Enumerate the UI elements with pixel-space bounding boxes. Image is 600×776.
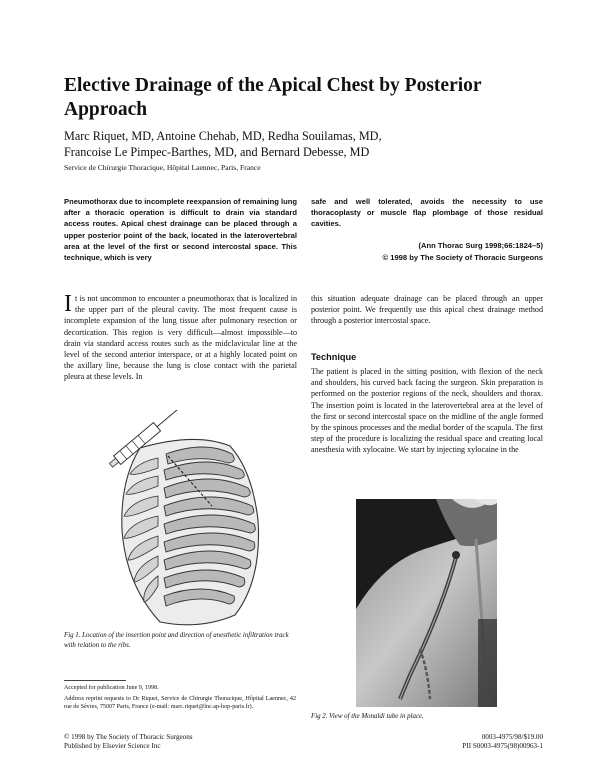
- author-list: [64, 128, 544, 160]
- footer-right: [380, 733, 543, 752]
- citation-block: [311, 240, 543, 263]
- footer-pii: PII S0003-4975(98)00963-1: [462, 742, 543, 751]
- footer-left: [64, 733, 193, 752]
- authors-line-2: Francoise Le Pimpec-Barthes, MD, and Bernard Debesse, MD: [64, 145, 370, 159]
- abstract-right: safe and well tolerated, avoids the necessity to use thoracoplasty or muscle flap plombage of those residual cavities.: [311, 197, 543, 229]
- intro-paragraph: [64, 293, 297, 383]
- footnote-rule: [64, 680, 126, 681]
- footer-issn: 0003-4975/98/$19.00: [481, 733, 543, 741]
- reprint-address: Address reprint requests to Dr Riquet, Service de Chirurgie Thoracique, Hôpital Laennec, 42 rue de Sèvres, 75007 Paris, France (e-mail: marc.riquet@lnc.ap-hop-paris.fr).: [64, 696, 296, 711]
- intro-continuation: this situation adequate drainage can be placed through an upper posterior point. We frequently use this apical chest drainage method through a posterior intercostal space.: [311, 294, 543, 326]
- figure-1-illustration: [100, 410, 282, 632]
- footer-copyright: © 1998 by The Society of Thoracic Surgeons: [64, 733, 193, 741]
- article-title: Elective Drainage of the Apical Chest by Posterior Approach: [64, 75, 482, 120]
- journal-citation: (Ann Thorac Surg 1998;66:1824–5): [418, 241, 543, 250]
- abstract-left: Pneumothorax due to incomplete reexpansion of remaining lung after a thoracic operation is difficult to drain via standard access routes. Apical chest drainage can be placed through a upper posterior point of the back, located in the laterovertebral area at the level of the first or second intercostal space. This technique, which is very: [64, 197, 297, 263]
- authors-line-1: Marc Riquet, MD, Antoine Chehab, MD, Redha Souilamas, MD,: [64, 129, 382, 143]
- technique-heading: Technique: [311, 352, 357, 362]
- figure-2-caption: Fig 2. View of the Monaldi tube in place.: [311, 713, 424, 720]
- intro-text: t is not uncommon to encounter a pneumothorax that is localized in the upper part of the pleural cavity. The most frequent cause is incomplete expansion of the lung tissue after pulmonary resection or decortication. This region is very difficult—almost impossible—to drain via standard access routes such as the midclavicular line at the level of the second anterior interspace, or at a highly located point on the axillary line, because the lung is close contact with the parietal pleura at these levels. In: [64, 294, 297, 382]
- drop-cap: I: [64, 291, 72, 317]
- acceptance-note: Accepted for publication June 9, 1998.: [64, 685, 159, 691]
- footer-publisher: Published by Elsevier Science Inc: [64, 742, 161, 751]
- technique-paragraph: The patient is placed in the sitting position, with flexion of the neck and shoulders, his curved back facing the surgeon. Skin preparation is performed on the posterior regions of the neck, shoulders and thorax. The insertion point is located in the laterovertebral area at the level of the first or second intercostal space on the midline of the angle formed by the spinous processes and the medial border of the scapula. The first step of the procedure is localizing the residual space and creating local anesthesia with xylocaine. We start by injecting xylocaine in the: [311, 367, 543, 455]
- figure-2-photo: [356, 499, 497, 707]
- figure-1-caption: Fig 1. Location of the insertion point and direction of anesthetic infiltration track with relation to the ribs.: [64, 632, 289, 649]
- abstract-copyright: © 1998 by The Society of Thoracic Surgeons: [382, 252, 543, 262]
- affiliation: Service de Chirurgie Thoracique, Hôpital Laennec, Paris, France: [64, 163, 261, 172]
